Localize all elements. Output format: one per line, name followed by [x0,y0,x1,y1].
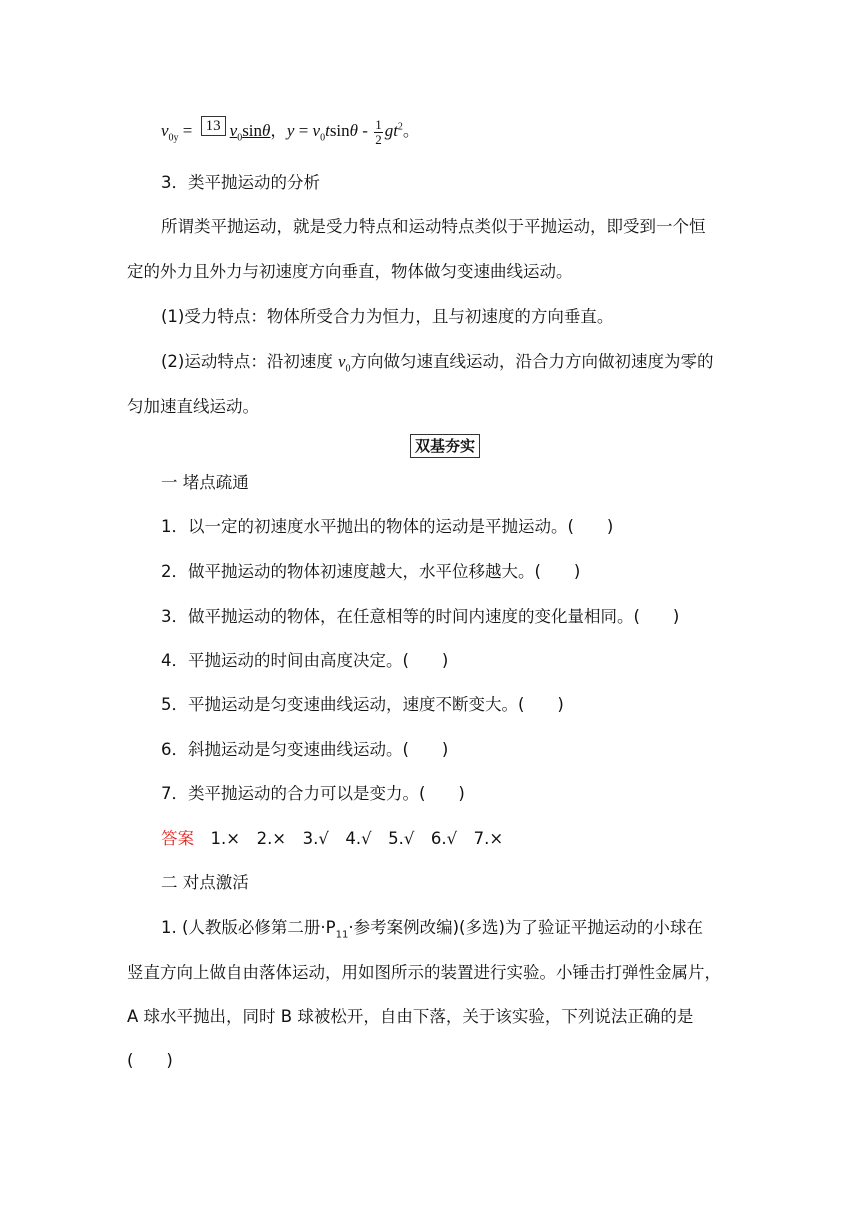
section3-para-line1: 所谓类平抛运动，就是受力特点和运动特点类似于平抛运动，即受到一个恒 [161,217,706,236]
problem-line3: A 球水平抛出，同时 B 球被松开，自由下落，关于该实验，下列说法正确的是 [127,1007,694,1026]
formula-minus: - [358,121,373,140]
answer-text: 1.× 2.× 3.√ 4.√ 5.√ 6.√ 7.× [194,829,504,848]
question-6: 6．斜抛运动是匀变速曲线运动。( ) [161,740,449,759]
answer-line [161,828,503,850]
box-title: 双基夯实 [410,434,480,458]
blank-number-box: 13 [201,116,226,136]
problem-line2: 竖直方向上做自由落体运动，用如图所示的装置进行实验。小锤击打弹性金属片， [127,963,721,982]
formula-sup: 2 [397,121,403,133]
formula-y-eq: = [294,121,313,140]
formula-vt: v [312,121,321,140]
formula-theta: θ [349,121,359,140]
formula-comma: ， [270,121,287,140]
question-3: 3．做平抛运动的物体，在任意相等的时间内速度的变化量相同。( ) [161,607,680,626]
part1-heading: 一 堵点疏通 [161,473,249,492]
formula-line [161,116,419,147]
formula-eq: = [178,121,197,140]
formula-gt: gt [384,121,398,140]
question-7: 7．类平抛运动的合力可以是变力。( ) [161,784,465,803]
formula-y: y [286,121,295,140]
section3-heading: 3．类平抛运动的分析 [161,173,320,192]
formula-v: v [161,121,169,140]
section3-item2: (2)运动特点：沿初速度 $v_0$方向做匀速直线运动，沿合力方向做初速度为零的 [161,352,714,375]
question-5: 5．平抛运动是匀变速曲线运动，速度不断变大。( ) [161,695,564,714]
formula-vt-sub: 0 [320,132,326,144]
answer-label: 答案 [161,829,194,848]
problem-line1: 1. (人教版必修第二册$\cdot P_{11}\cdot$参考案例改编)(多选)为了验证平抛运动的小球在 [161,918,703,941]
question-1: 1．以一定的初速度水平抛出的物体的运动是平抛运动。( ) [161,517,614,536]
formula-answer: $v_0\sin\theta$ [229,121,271,144]
part2-heading: 二 对点激活 [161,873,249,892]
formula-v-sub: 0y [168,132,179,144]
section3-item1: (1)受力特点：物体所受合力为恒力，且与初速度的方向垂直。 [161,307,614,326]
section3-para-line2: 定的外力且外力与初速度方向垂直，物体做匀变速曲线运动。 [127,262,573,281]
section3-item2-line2: 匀加速直线运动。 [127,397,259,416]
question-4: 4．平抛运动的时间由高度决定。( ) [161,651,449,670]
question-2: 2．做平抛运动的物体初速度越大，水平位移越大。( ) [161,562,581,581]
formula-t: t [325,121,330,140]
formula-fraction: $\frac{1}{2}$ [375,116,382,147]
problem-line4: ( ) [127,1051,173,1070]
formula-end: 。 [402,121,420,140]
formula-sin: sin [329,121,350,140]
